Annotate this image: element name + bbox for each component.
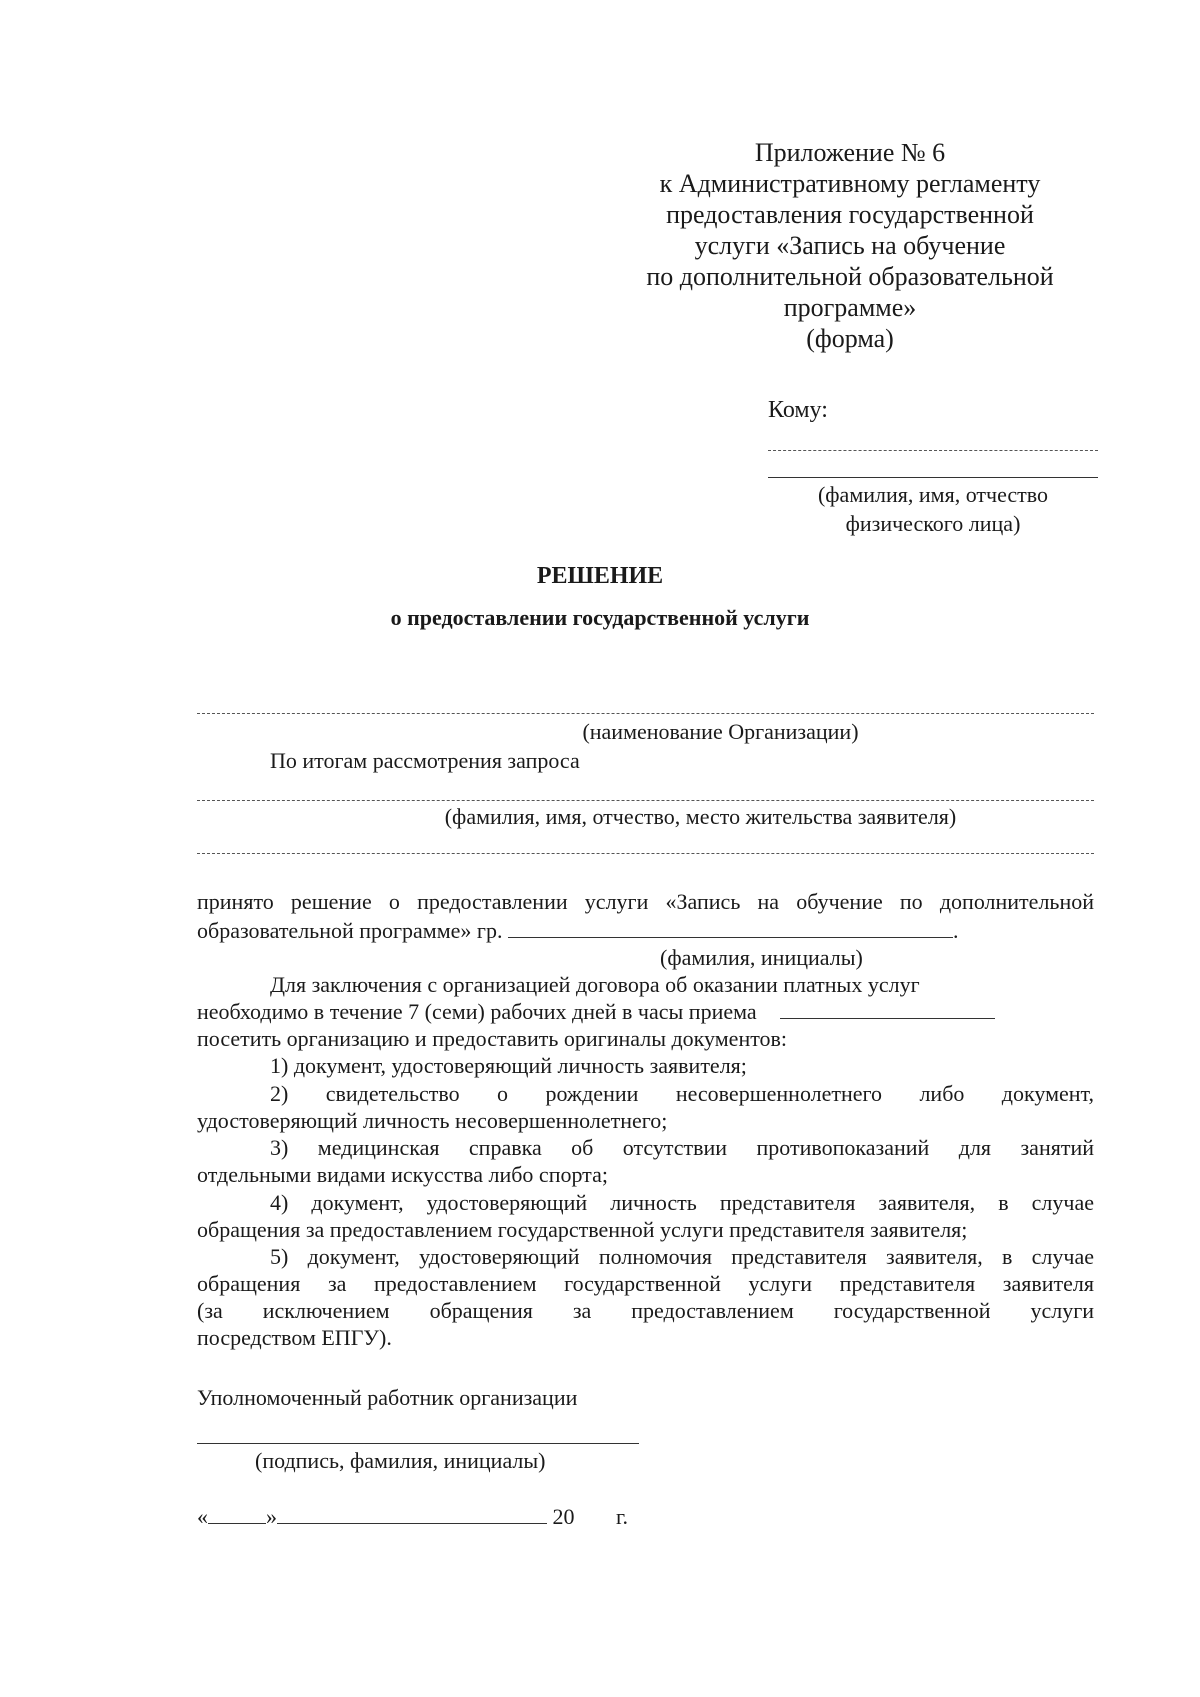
decision-title: РЕШЕНИЕ	[536, 563, 664, 589]
signature-line	[197, 1443, 639, 1444]
list-item-5-line-1: 5) документ, удостоверяющий полномочия представителя заявителя, в случае	[270, 1244, 1094, 1269]
list-item-2-line-2: удостоверяющий личность несовершеннолетнего;	[197, 1108, 668, 1133]
list-item-4-line-1: 4) документ, удостоверяющий личность представителя заявителя, в случае	[270, 1190, 1094, 1215]
appendix-line: предоставления государственной	[666, 200, 1034, 229]
reception-hours-blank	[780, 1000, 995, 1019]
appendix-line: по дополнительной образовательной	[646, 262, 1054, 291]
recipient-line-2	[768, 477, 1098, 478]
recipient-caption-2: физического лица)	[845, 511, 1021, 536]
organization-line	[197, 713, 1094, 714]
signatory-label: Уполномоченный работник организации	[197, 1385, 578, 1410]
citizen-name-caption: (фамилия, инициалы)	[660, 945, 863, 970]
day-blank	[208, 1505, 266, 1524]
list-item-2-line-1: 2) свидетельство о рождении несовершеннолетнего либо документ,	[270, 1081, 1094, 1106]
paragraph-line-2: необходимо в течение 7 (семи) рабочих дней в часы приема	[197, 999, 995, 1025]
list-item-1: 1) документ, удостоверяющий личность заявителя;	[270, 1053, 747, 1078]
list-item-4-line-2: обращения за предоставлением государственной услуги представителя заявителя;	[197, 1217, 968, 1242]
applicant-line-1	[197, 800, 1094, 801]
month-blank	[277, 1505, 547, 1524]
paragraph-line-3: посетить организацию и предоставить оригиналы документов:	[197, 1026, 788, 1051]
list-item-5-line-3: (за исключением обращения за предоставлением государственной услуги	[197, 1298, 1094, 1323]
organization-caption: (наименование Организации)	[582, 719, 859, 744]
recipient-label: Кому:	[768, 397, 828, 423]
citizen-name-blank	[508, 919, 953, 938]
date-field: « » 20 г.	[197, 1504, 629, 1529]
list-item-5-line-4: посредством ЕПГУ).	[197, 1325, 392, 1350]
recipient-line-1	[768, 450, 1098, 451]
request-line: По итогам рассмотрения запроса	[270, 748, 580, 773]
decision-text-line-2: образовательной программе» гр. .	[197, 918, 959, 943]
appendix-header	[590, 137, 1110, 354]
applicant-line-2	[197, 853, 1094, 854]
appendix-line: к Административному регламенту	[659, 169, 1041, 198]
list-item-5-line-2: обращения за предоставлением государственной услуги представителя заявителя	[197, 1271, 1094, 1296]
recipient-caption-1: (фамилия, имя, отчество	[817, 482, 1049, 507]
appendix-line: программе»	[783, 293, 917, 322]
applicant-caption: (фамилия, имя, отчество, место жительства заявителя)	[444, 804, 957, 829]
list-item-3-line-2: отдельными видами искусства либо спорта;	[197, 1162, 608, 1187]
form-label: (форма)	[806, 324, 894, 353]
list-item-3-line-1: 3) медицинская справка об отсутствии противопоказаний для занятий	[270, 1135, 1094, 1160]
appendix-number: Приложение № 6	[754, 138, 946, 167]
decision-subtitle: о предоставлении государственной услуги	[390, 605, 810, 630]
signature-caption: (подпись, фамилия, инициалы)	[255, 1448, 546, 1473]
appendix-line: услуги «Запись на обучение	[694, 231, 1006, 260]
decision-text-line-1: принято решение о предоставлении услуги «Запись на обучение по дополнительной	[197, 889, 1094, 914]
paragraph-line-1: Для заключения с организацией договора об оказании платных услуг	[270, 972, 920, 997]
